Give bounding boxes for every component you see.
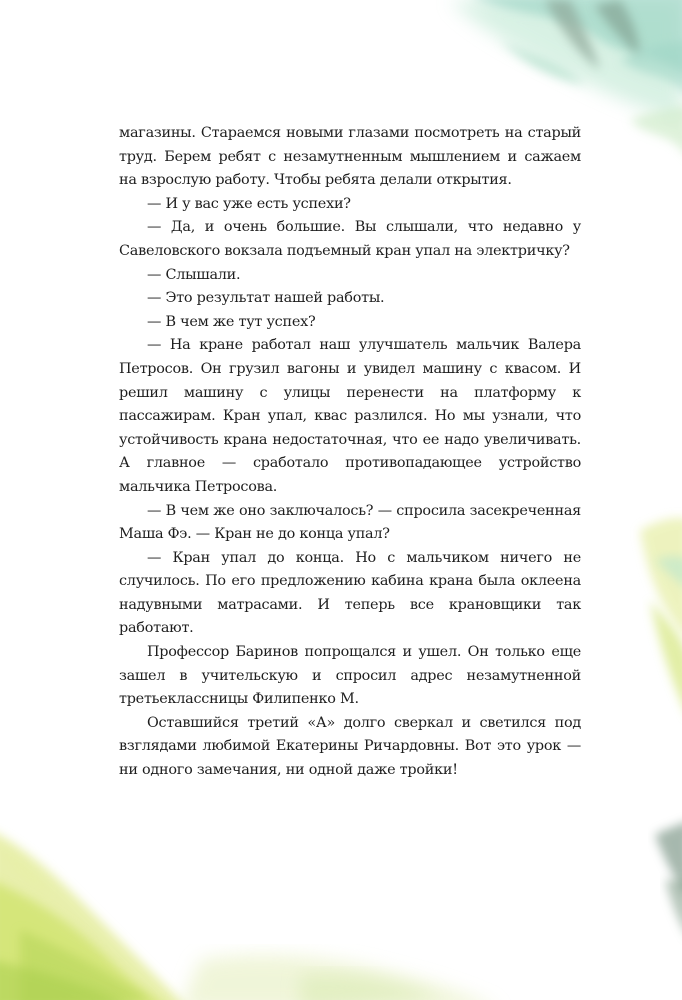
paragraph: — В чем же тут успех?	[147, 313, 316, 330]
bottom-left-brush-strokes	[0, 830, 190, 1000]
right-middle-brush-strokes	[640, 518, 682, 720]
right-lower-brush-strokes	[655, 820, 682, 940]
paragraph: — Кран упал до конца. Но с мальчиком ничего не случилось. По его предложению кабина крана была оклеена надувными матрасами. И теперь все крановщики так работают.	[119, 549, 581, 637]
paragraph: — Это результат нашей работы.	[147, 290, 385, 307]
paragraph: — И у вас уже есть успехи?	[147, 195, 351, 212]
body-text	[119, 122, 581, 783]
paragraph: — В чем же оно заключалось? — спросила засекреченная Маша Фэ. — Кран не до конца упал?	[119, 502, 581, 543]
paragraph: Оставшийся третий «А» долго сверкал и светился под взглядами любимой Екатерины Ричардовны. Вот это урок — ни одного замечания, ни одной даже тройки!	[119, 714, 581, 779]
paragraph: магазины. Стараемся новыми глазами посмотреть на старый труд. Берем ребят с незамутненным мышлением и сажаем на взрослую работу. Чтобы ребята делали открытия.	[119, 125, 581, 189]
paragraph: Профессор Баринов попрощался и ушел. Он только еще зашел в учительскую и спросил адрес незамутненной третьеклассницы Филипенко М.	[119, 644, 581, 708]
paragraph: — Да, и очень большие. Вы слышали, что недавно у Савеловского вокзала подъемный кран упал на электричку?	[119, 219, 581, 259]
paragraph: — Слышали.	[147, 266, 241, 283]
paragraph: — На кране работал наш улучшатель мальчик Валера Петросов. Он грузил вагоны и увидел машину с квасом. И решил машину с улицы перенести на платформу к пассажирам. Кран упал, квас разлился. Но мы узнали, что устойчивость крана недостаточная, что ее надо увеличивать. А главное — сработало противопадающее устройство мальчика Петросова.	[119, 337, 581, 495]
bottom-middle-brush-strokes	[180, 955, 500, 1000]
